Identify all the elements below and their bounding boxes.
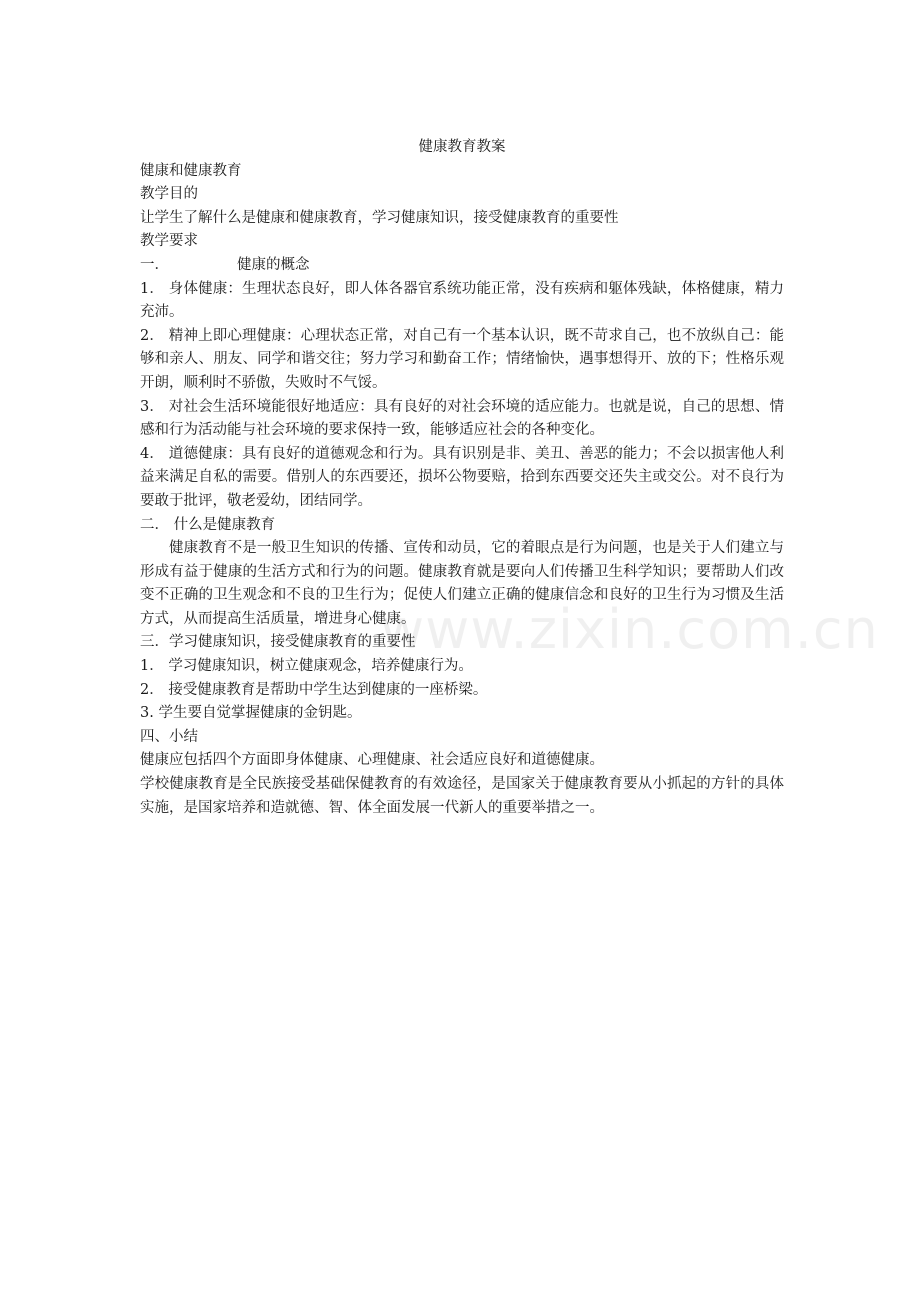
- section-2-body: 健康教育不是一般卫生知识的传播、宣传和动员，它的着眼点是行为问题，也是关于人们建立与形成有益于健康的生活方式和行为的问题。健康教育就是要向人们传播卫生科学知识；要帮助人们改变不正确的卫生观念和不良的卫生行为；促使人们建立正确的健康信念和良好的卫生行为习惯及生活方式，从而提高生活质量，增进身心健康。: [140, 540, 784, 627]
- section-1-item-2: 2． 精神上即心理健康：心理状态正常，对自己有一个基本认识，既不苛求自己，也不放纵自己：能够和亲人、朋友、同学和谐交往；努力学习和勤奋工作；情绪愉快，遇事想得开、放的下；性格乐观开朗，顺利时不骄傲，失败时不气馁。: [140, 327, 784, 391]
- section-3-item-1: 1． 学习健康知识，树立健康观念，培养健康行为。: [140, 658, 473, 675]
- summary-paragraph-1: 健康应包括四个方面即身体健康、心理健康、社会适应良好和道德健康。: [140, 752, 604, 769]
- section-1-item-4: 4． 道德健康：具有良好的道德观念和行为。具有识别是非、美丑、善恶的能力；不会以损害他人利益来满足自私的需要。借别人的东西要还，损坏公物要赔，拾到东西要交还失主或交公。对不良行为要敢于批评，敬老爱幼，团结同学。: [140, 445, 784, 509]
- section-3-item-2: 2． 接受健康教育是帮助中学生达到健康的一座桥梁。: [140, 681, 488, 698]
- document-page: [140, 136, 784, 820]
- topic-heading: 健康和健康教育: [140, 162, 242, 179]
- watermark: www.zixin.com.cn: [380, 598, 879, 661]
- requirements-heading: 教学要求: [140, 233, 198, 250]
- section-2-heading: 二． 什么是健康教育: [140, 516, 276, 533]
- summary-paragraph-2: 学校健康教育是全民族接受基础保健教育的有效途径，是国家关于健康教育要从小抓起的方针的具体实施，是国家培养和造就德、智、体全面发展一代新人的重要举措之一。: [140, 776, 784, 816]
- section-1-title: 健康的概念: [237, 256, 310, 273]
- section-3-item-3: 3. 学生要自觉掌握健康的金钥匙。: [140, 705, 362, 722]
- goal-text: 让学生了解什么是健康和健康教育，学习健康知识，接受健康教育的重要性: [140, 209, 619, 226]
- section-1-item-1: 1． 身体健康：生理状态良好，即人体各器官系统功能正常，没有疾病和躯体残缺，体格健康，精力充沛。: [140, 280, 784, 321]
- goal-heading: 教学目的: [140, 186, 198, 203]
- section-4-heading: 四、小结: [140, 728, 198, 745]
- document-title: 健康教育教案: [418, 139, 506, 155]
- section-1-heading: [140, 254, 784, 278]
- section-3-heading: 三．学习健康知识，接受健康教育的重要性: [140, 634, 416, 651]
- section-1-number: 一．: [140, 256, 169, 273]
- section-1-item-3: 3． 对社会生活环境能很好地适应：具有良好的对社会环境的适应能力。也就是说，自己的思想、情感和行为活动能与社会环境的要求保持一致，能够适应社会的各种变化。: [140, 398, 784, 439]
